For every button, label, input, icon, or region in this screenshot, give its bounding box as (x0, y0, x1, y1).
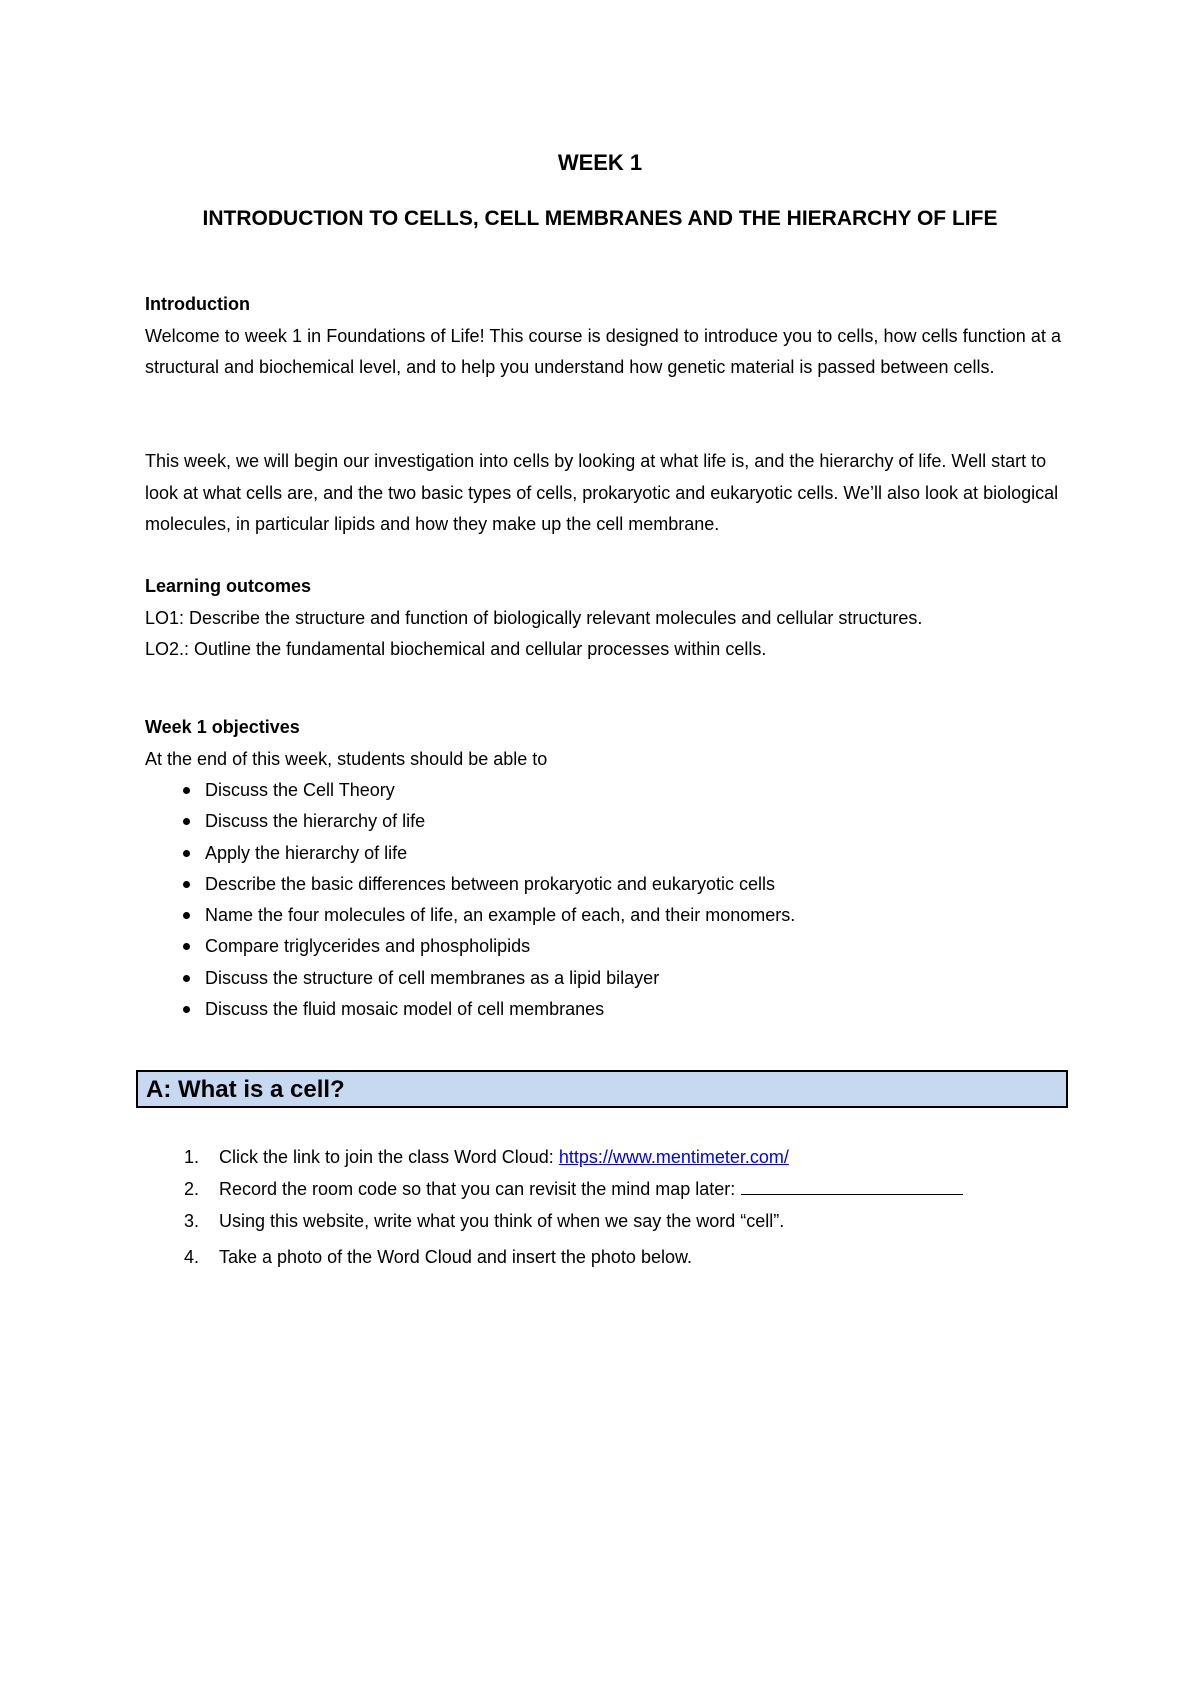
step-item (145, 1173, 1061, 1205)
step-number: 1. (184, 1147, 200, 1167)
step-item (145, 1205, 1061, 1241)
objective-text: Name the four molecules of life, an example of each, and their monomers. (205, 905, 796, 926)
bullet-icon (183, 850, 190, 857)
learning-outcome-2: LO2.: Outline the fundamental biochemical and cellular processes within cells. (145, 639, 767, 659)
week-label: WEEK 1 (557, 150, 643, 175)
bullet-icon (183, 787, 190, 794)
objectives-heading: Week 1 objectives (145, 717, 300, 737)
learning-outcomes-section (145, 571, 1061, 666)
learning-outcomes-heading: Learning outcomes (145, 576, 312, 596)
step-text: Record the room code so that you can revisit the mind map later: (219, 1179, 736, 1199)
introduction-paragraph-2-block (145, 446, 1061, 541)
bullet-icon (183, 943, 190, 950)
list-item (145, 775, 1061, 806)
introduction-section (145, 289, 1061, 384)
bullet-icon (183, 912, 190, 919)
learning-outcome-1: LO1: Describe the structure and function of biologically relevant molecules and cellular structures. (145, 607, 923, 628)
mentimeter-link[interactable]: https://www.mentimeter.com/ (558, 1147, 789, 1167)
step-number: 2. (184, 1179, 200, 1199)
bullet-icon (183, 881, 190, 888)
step-item (145, 1141, 1061, 1173)
section-a-title: A: What is a cell? (146, 1076, 345, 1103)
document-title: INTRODUCTION TO CELLS, CELL MEMBRANES AND THE HIERARCHY OF LIFE (202, 207, 998, 230)
introduction-paragraph-1: Welcome to week 1 in Foundations of Life! This course is designed to introduce you to cells, how cells function at a structural and biochemical level, and to help you understand how genetic material is passed between cells. (145, 325, 1061, 377)
step-text: Take a photo of the Word Cloud and insert the photo below. (219, 1247, 692, 1267)
list-item (145, 806, 1061, 837)
list-item (145, 963, 1061, 994)
step-item (145, 1241, 1061, 1273)
list-item (145, 994, 1061, 1025)
objectives-lead: At the end of this week, students should be able to (145, 748, 548, 769)
bullet-icon (183, 818, 190, 825)
introduction-heading: Introduction (145, 294, 250, 314)
objectives-section (145, 712, 1061, 1025)
bullet-icon (183, 1006, 190, 1013)
introduction-paragraph-2: This week, we will begin our investigation into cells by looking at what life is, and the hierarchy of life. Well start to look at what cells are, and the two basic types of cells, prokaryotic and eukaryotic cells. We’ll also look at biological molecules, in particular lipids and how they make up the cell membrane. (145, 451, 1059, 534)
objective-text: Compare triglycerides and phospholipids (205, 936, 531, 957)
list-item (145, 900, 1061, 931)
step-text: Using this website, write what you think of when we say the word “cell”. (219, 1211, 785, 1231)
objective-text: Describe the basic differences between prokaryotic and eukaryotic cells (205, 873, 775, 894)
section-a-steps (145, 1141, 1061, 1273)
step-number: 4. (184, 1247, 200, 1267)
list-item (145, 838, 1061, 869)
bullet-icon (183, 975, 190, 982)
objective-text: Discuss the Cell Theory (205, 780, 395, 800)
objective-text: Discuss the structure of cell membranes as a lipid bilayer (205, 967, 660, 988)
objective-text: Discuss the hierarchy of life (205, 811, 426, 832)
objective-text: Discuss the fluid mosaic model of cell membranes (205, 999, 605, 1020)
objective-text: Apply the hierarchy of life (205, 842, 408, 863)
step-number: 3. (184, 1211, 200, 1231)
list-item (145, 931, 1061, 962)
step-text: Click the link to join the class Word Cloud: (219, 1147, 559, 1167)
section-a-header-box (136, 1070, 1068, 1108)
room-code-blank[interactable] (741, 1176, 963, 1195)
list-item (145, 869, 1061, 900)
objectives-list (145, 775, 1061, 1025)
